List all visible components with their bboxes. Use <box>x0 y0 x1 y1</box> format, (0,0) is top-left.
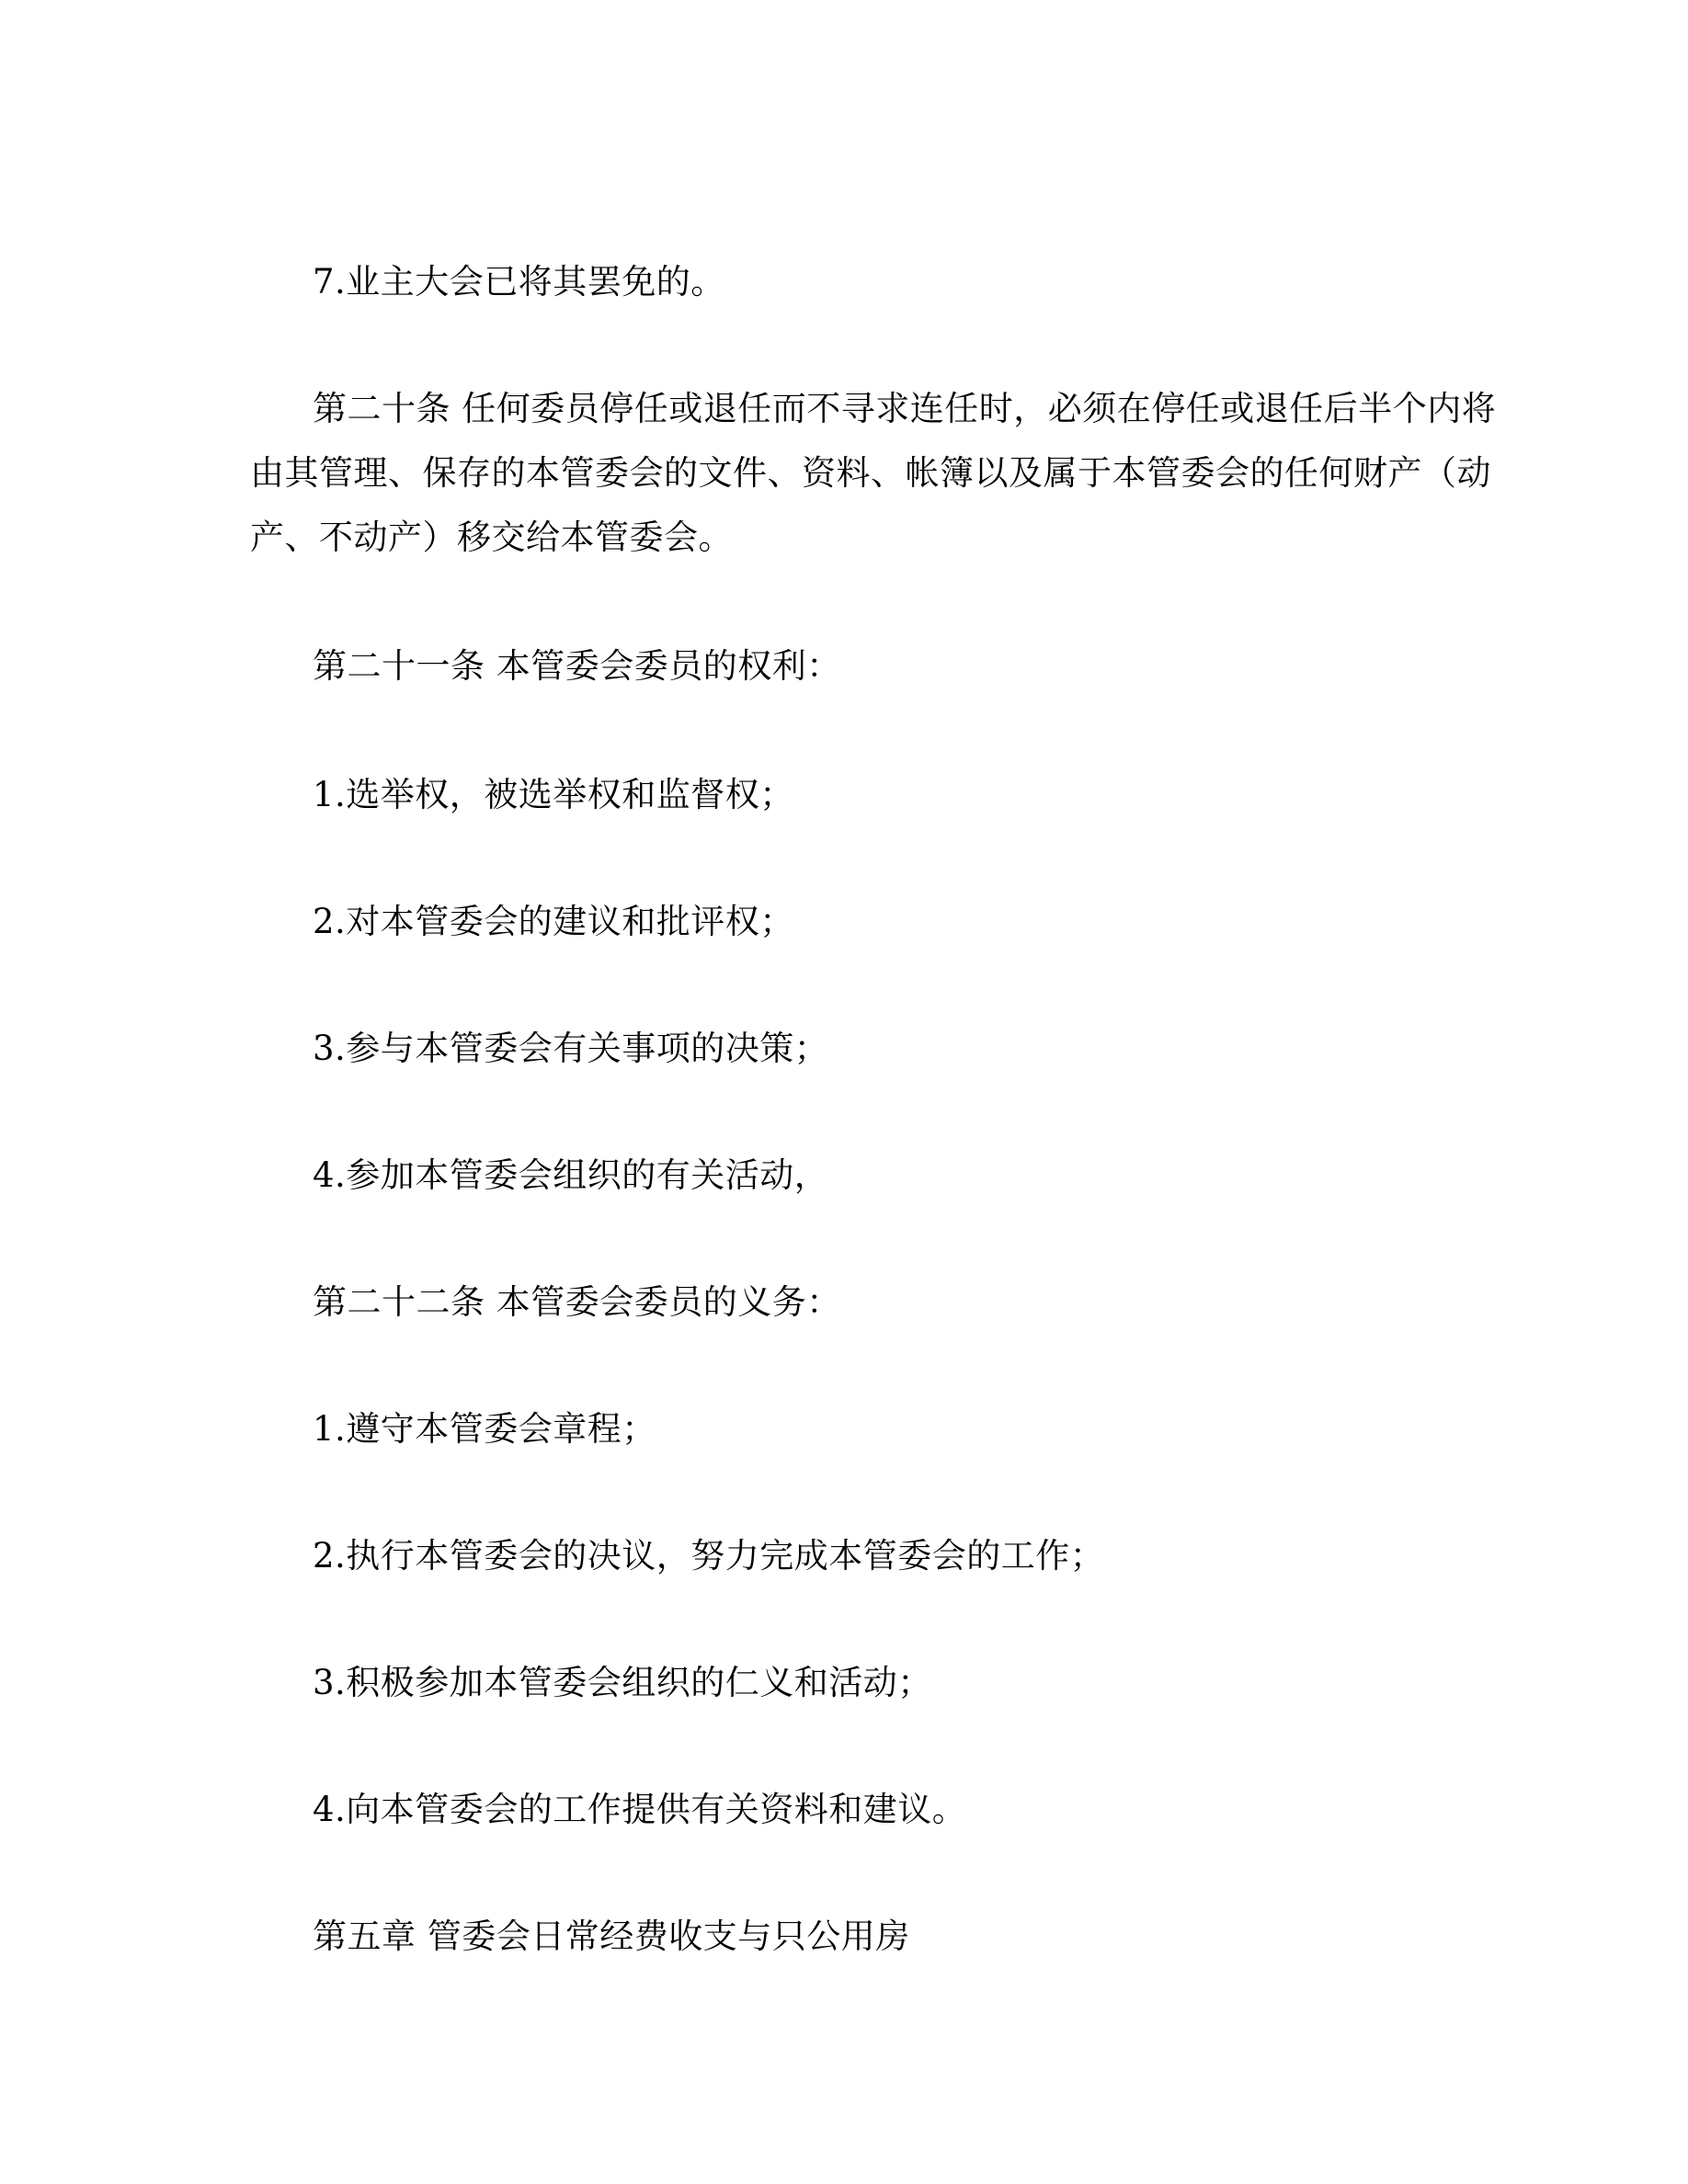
duties-item-2: 2.执行本管委会的决议，努力完成本管委会的工作； <box>313 1536 1105 1575</box>
duties-item-1: 1.遵守本管委会章程； <box>313 1409 656 1449</box>
duties-item-4: 4.向本管委会的工作提供有关资料和建议。 <box>313 1790 967 1829</box>
rights-item-2: 2.对本管委会的建议和批评权； <box>313 902 794 941</box>
article-20 <box>250 377 1497 570</box>
article-20-line-1: 第二十条 任何委员停任或退任而不寻求连任时，必须在停任或退任后半个内将 <box>313 389 1497 428</box>
article-21-heading: 第二十一条 本管委会委员的权利： <box>313 646 841 686</box>
article-20-line-2: 由其管理、保存的本管委会的文件、资料、帐簿以及属于本管委会的任何财产（动 <box>250 453 1491 493</box>
paragraph-item-7: 7.业主大会已将其罢免的。 <box>313 262 725 301</box>
chapter-5-heading: 第五章 管委会日常经费收支与只公用房 <box>313 1917 910 1956</box>
article-22-heading: 第二十二条 本管委会委员的义务： <box>313 1282 841 1322</box>
duties-item-3: 3.积极参加本管委会组织的仁义和活动； <box>313 1663 932 1702</box>
rights-item-4: 4.参加本管委会组织的有关活动， <box>313 1155 829 1195</box>
rights-item-3: 3.参与本管委会有关事项的决策； <box>313 1029 829 1068</box>
article-20-line-3: 产、不动产）移交给本管委会。 <box>250 518 733 557</box>
rights-item-1: 1.选举权，被选举权和监督权； <box>313 775 794 814</box>
